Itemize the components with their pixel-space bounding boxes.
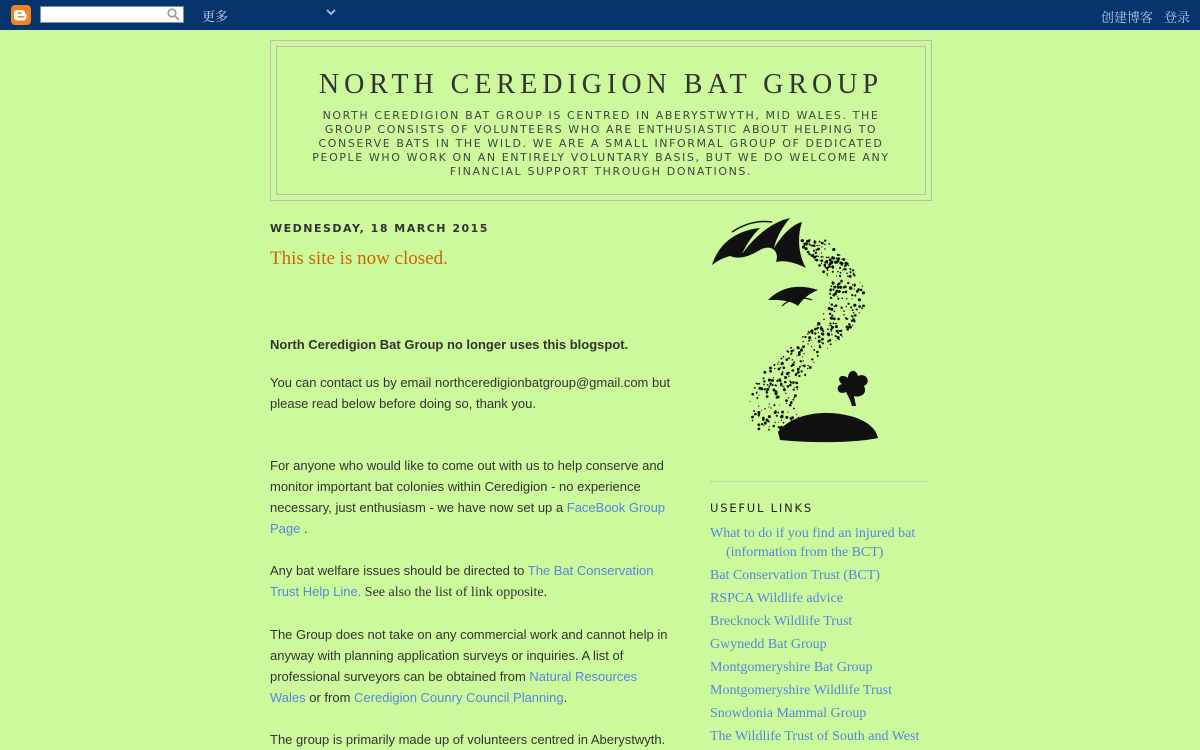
welfare-text: Any bat welfare issues should be directed to bbox=[270, 563, 528, 578]
useful-link-item bbox=[710, 635, 932, 654]
useful-links-title: USEFUL LINKS bbox=[710, 501, 813, 515]
useful-link[interactable]: Gwynedd Bat Group bbox=[710, 637, 827, 652]
useful-link[interactable]: RSPCA Wildlife advice bbox=[710, 591, 843, 606]
useful-link[interactable]: Montgomeryshire Bat Group bbox=[710, 660, 873, 675]
chevron-down-icon[interactable] bbox=[326, 9, 336, 16]
useful-link-item bbox=[710, 681, 932, 700]
sidebar bbox=[710, 210, 932, 750]
sidebar-divider bbox=[710, 481, 930, 482]
volunteer-text-end: . bbox=[300, 521, 308, 536]
useful-link-item bbox=[710, 589, 932, 608]
useful-link-item bbox=[710, 566, 932, 585]
useful-link[interactable]: Bat Conservation Trust (BCT) bbox=[710, 568, 880, 583]
post-paragraph-commercial bbox=[270, 624, 675, 708]
blog-header-inner bbox=[276, 46, 926, 195]
search-icon[interactable] bbox=[167, 8, 180, 21]
useful-link-item bbox=[710, 524, 932, 562]
stipple-dots bbox=[749, 239, 865, 431]
create-blog-link[interactable]: 创建博客 bbox=[1100, 10, 1153, 25]
post-body bbox=[270, 334, 675, 750]
useful-link-item bbox=[710, 704, 932, 723]
useful-link[interactable]: Montgomeryshire Wildlife Trust bbox=[710, 683, 892, 698]
navbar-search-input[interactable] bbox=[40, 6, 184, 23]
commercial-text-end: . bbox=[563, 690, 568, 705]
main-column bbox=[270, 222, 675, 750]
useful-link-item bbox=[710, 727, 932, 746]
blog-title[interactable]: NORTH CEREDIGION BAT GROUP bbox=[318, 69, 884, 100]
blogger-navbar bbox=[0, 0, 1200, 30]
useful-link[interactable]: Snowdonia Mammal Group bbox=[710, 706, 867, 721]
post-paragraph-contact: You can contact us by email northceredigionbatgroup@gmail.com but please read below before doing so, thank you. bbox=[270, 375, 671, 411]
welfare-text-end: See also the list of link opposite. bbox=[361, 585, 548, 600]
natural-resources-wales-link[interactable]: Natural Resources Wales bbox=[270, 669, 638, 705]
commercial-text: The Group does not take on any commercial work and cannot help in anyway with planning application surveys or inquiries. A list of professional surveyors can be obtained from bbox=[270, 627, 668, 684]
ceredigion-planning-link[interactable]: Ceredigion Counry Council Planning bbox=[354, 690, 564, 705]
bat-illustration bbox=[710, 210, 880, 446]
post-paragraph-group: The group is primarily made up of volunteers centred in Aberystwyth. bbox=[270, 732, 666, 747]
useful-link[interactable]: Brecknock Wildlife Trust bbox=[710, 614, 853, 629]
useful-links-list bbox=[710, 524, 932, 746]
useful-link[interactable]: What to do if you find an injured bat (information from the BCT) bbox=[710, 526, 916, 560]
facebook-group-link[interactable]: FaceBook Group Page bbox=[270, 500, 666, 536]
post-paragraph-closed-notice: North Ceredigion Bat Group no longer uses this blogspot. bbox=[270, 337, 629, 352]
useful-link[interactable]: The Wildlife Trust of South and West bbox=[710, 729, 920, 744]
commercial-text-mid: or from bbox=[305, 690, 355, 705]
post-date: WEDNESDAY, 18 MARCH 2015 bbox=[270, 222, 489, 235]
post-paragraph-volunteer bbox=[270, 455, 675, 539]
useful-link-item bbox=[710, 658, 932, 677]
useful-link-item bbox=[710, 612, 932, 631]
post-paragraph-welfare bbox=[270, 560, 675, 603]
blogger-logo-icon[interactable] bbox=[11, 5, 31, 25]
blog-description: NORTH CEREDIGION BAT GROUP IS CENTRED IN ABERYSTWYTH, MID WALES. THE GROUP CONSISTS OF VOLUNTEERS WHO ARE ENTHUSIASTIC ABOUT HELPING TO CONSERVE BATS IN THE WILD. WE ARE A SMALL INFORMAL GROUP OF DEDICATED PEOPLE WHO WORK ON AN ENTIRELY VOLUNTARY BASIS, BUT WE DO WELCOME ANY FINANCIAL SUPPORT THROUGH DONATIONS. bbox=[312, 109, 890, 178]
sign-in-link[interactable]: 登录 bbox=[1163, 10, 1190, 25]
blog-header bbox=[270, 40, 932, 201]
post-title[interactable]: This site is now closed. bbox=[270, 248, 448, 269]
volunteer-text: For anyone who would like to come out with us to help conserve and monitor important bat colonies within Ceredigion - no experience necessary, just enthusiasm - we have now set up a bbox=[270, 458, 664, 515]
bct-helpline-link[interactable]: The Bat Conservation Trust Help Line. bbox=[270, 563, 654, 599]
navbar-more-menu[interactable]: 更多 bbox=[202, 9, 229, 24]
